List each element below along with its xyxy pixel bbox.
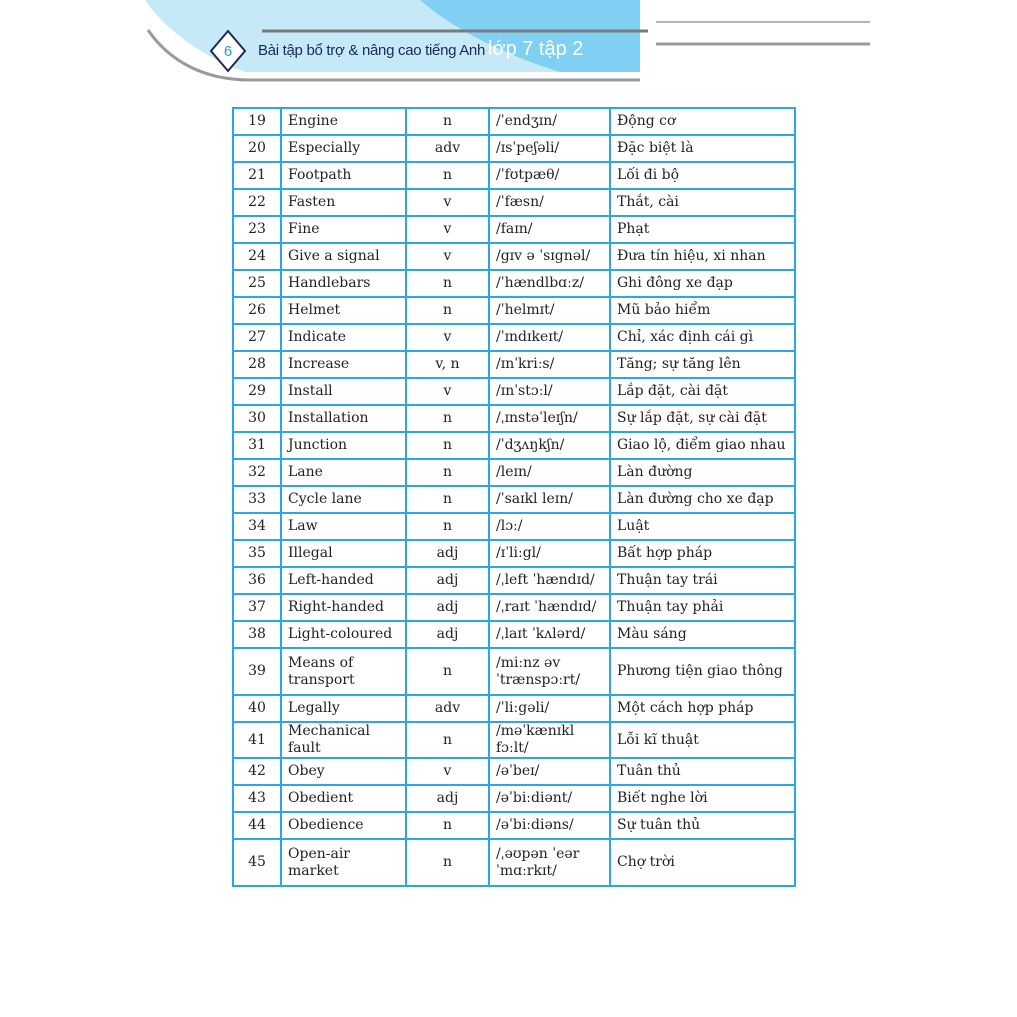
entry-meaning: Đưa tín hiệu, xi nhan	[610, 243, 795, 270]
entry-pronunciation: /əˈbiːdiənt/	[489, 785, 610, 812]
entry-meaning: Thuận tay phải	[610, 594, 795, 621]
entry-meaning: Thắt, cài	[610, 189, 795, 216]
entry-word: Helmet	[281, 297, 406, 324]
table-row	[233, 722, 795, 758]
entry-meaning: Lắp đặt, cài đặt	[610, 378, 795, 405]
entry-meaning: Động cơ	[610, 108, 795, 135]
entry-meaning: Màu sáng	[610, 621, 795, 648]
table-row	[233, 270, 795, 297]
entry-number: 25	[233, 270, 281, 297]
entry-word: Give a signal	[281, 243, 406, 270]
entry-number: 22	[233, 189, 281, 216]
entry-part-of-speech: n	[406, 270, 489, 297]
entry-word: Fine	[281, 216, 406, 243]
entry-word: Junction	[281, 432, 406, 459]
entry-word: Obedient	[281, 785, 406, 812]
entry-part-of-speech: n	[406, 812, 489, 839]
entry-part-of-speech: adj	[406, 540, 489, 567]
table-row	[233, 758, 795, 785]
entry-number: 26	[233, 297, 281, 324]
entry-meaning: Làn đường cho xe đạp	[610, 486, 795, 513]
entry-pronunciation: /ˈsaɪkl leɪn/	[489, 486, 610, 513]
entry-meaning: Mũ bảo hiểm	[610, 297, 795, 324]
entry-number: 42	[233, 758, 281, 785]
entry-word: Left-handed	[281, 567, 406, 594]
entry-number: 19	[233, 108, 281, 135]
entry-number: 20	[233, 135, 281, 162]
table-row	[233, 243, 795, 270]
entry-meaning: Làn đường	[610, 459, 795, 486]
entry-number: 40	[233, 695, 281, 722]
entry-pronunciation: /ˈfʊtpæθ/	[489, 162, 610, 189]
table-row	[233, 567, 795, 594]
entry-word: Illegal	[281, 540, 406, 567]
entry-number: 21	[233, 162, 281, 189]
entry-meaning: Tuân thủ	[610, 758, 795, 785]
table-row	[233, 108, 795, 135]
entry-pronunciation: /ɪnˈkriːs/	[489, 351, 610, 378]
entry-pronunciation: /ˌleft ˈhændɪd/	[489, 567, 610, 594]
entry-meaning: Phương tiện giao thông	[610, 648, 795, 695]
entry-part-of-speech: adj	[406, 785, 489, 812]
entry-number: 35	[233, 540, 281, 567]
table-row	[233, 594, 795, 621]
entry-number: 37	[233, 594, 281, 621]
entry-pronunciation: /ˈendʒɪn/	[489, 108, 610, 135]
entry-number: 41	[233, 722, 281, 758]
entry-part-of-speech: adj	[406, 594, 489, 621]
entry-pronunciation: /ɪˈliːgl/	[489, 540, 610, 567]
entry-word: Footpath	[281, 162, 406, 189]
book-title	[258, 38, 583, 61]
entry-pronunciation: /lɔː/	[489, 513, 610, 540]
entry-meaning: Biết nghe lời	[610, 785, 795, 812]
table-row	[233, 785, 795, 812]
entry-meaning: Sự tuân thủ	[610, 812, 795, 839]
entry-number: 43	[233, 785, 281, 812]
entry-pronunciation: /miːnz əv ˈtrænspɔːrt/	[489, 648, 610, 695]
page-number: 6	[223, 42, 233, 60]
entry-meaning: Chỉ, xác định cái gì	[610, 324, 795, 351]
entry-word: Handlebars	[281, 270, 406, 297]
entry-part-of-speech: n	[406, 839, 489, 886]
entry-part-of-speech: adj	[406, 567, 489, 594]
entry-meaning: Đặc biệt là	[610, 135, 795, 162]
entry-pronunciation: /ˈdʒʌŋkʃn/	[489, 432, 610, 459]
entry-meaning: Ghi đông xe đạp	[610, 270, 795, 297]
table-row	[233, 216, 795, 243]
entry-pronunciation: /ˈliːgəli/	[489, 695, 610, 722]
entry-part-of-speech: v, n	[406, 351, 489, 378]
entry-pronunciation: /ˌraɪt ˈhændɪd/	[489, 594, 610, 621]
entry-part-of-speech: v	[406, 324, 489, 351]
entry-number: 28	[233, 351, 281, 378]
table-row	[233, 621, 795, 648]
entry-pronunciation: /ˈhændlbɑːz/	[489, 270, 610, 297]
entry-pronunciation: /faɪn/	[489, 216, 610, 243]
entry-word: Mechanical fault	[281, 722, 406, 758]
entry-word: Installation	[281, 405, 406, 432]
entry-word: Light-coloured	[281, 621, 406, 648]
entry-part-of-speech: n	[406, 722, 489, 758]
table-row	[233, 432, 795, 459]
table-row	[233, 459, 795, 486]
table-row	[233, 648, 795, 695]
entry-pronunciation: /leɪn/	[489, 459, 610, 486]
entry-pronunciation: /məˈkænɪkl fɔːlt/	[489, 722, 610, 758]
entry-pronunciation: /əˈbiːdiəns/	[489, 812, 610, 839]
entry-word: Indicate	[281, 324, 406, 351]
entry-word: Means of transport	[281, 648, 406, 695]
page-header	[0, 0, 1017, 100]
entry-meaning: Tăng; sự tăng lên	[610, 351, 795, 378]
table-row	[233, 351, 795, 378]
entry-number: 32	[233, 459, 281, 486]
entry-part-of-speech: adv	[406, 135, 489, 162]
entry-pronunciation: /ˌəʊpən ˈeər ˈmɑːrkɪt/	[489, 839, 610, 886]
entry-word: Fasten	[281, 189, 406, 216]
entry-number: 39	[233, 648, 281, 695]
table-row	[233, 189, 795, 216]
entry-pronunciation: /ˈɪndɪkeɪt/	[489, 324, 610, 351]
entry-pronunciation: /ˌɪnstəˈleɪʃn/	[489, 405, 610, 432]
entry-word: Obedience	[281, 812, 406, 839]
entry-part-of-speech: v	[406, 758, 489, 785]
entry-word: Increase	[281, 351, 406, 378]
vocabulary-table	[232, 107, 796, 887]
entry-pronunciation: /əˈbeɪ/	[489, 758, 610, 785]
entry-pronunciation: /ɪsˈpeʃəli/	[489, 135, 610, 162]
entry-number: 45	[233, 839, 281, 886]
entry-number: 30	[233, 405, 281, 432]
entry-part-of-speech: n	[406, 513, 489, 540]
entry-part-of-speech: n	[406, 405, 489, 432]
entry-number: 33	[233, 486, 281, 513]
entry-part-of-speech: adj	[406, 621, 489, 648]
entry-number: 44	[233, 812, 281, 839]
entry-pronunciation: /ˈfæsn/	[489, 189, 610, 216]
entry-number: 27	[233, 324, 281, 351]
entry-meaning: Phạt	[610, 216, 795, 243]
entry-number: 23	[233, 216, 281, 243]
table-row	[233, 297, 795, 324]
entry-part-of-speech: n	[406, 459, 489, 486]
book-title-main: Bài tập bổ trợ & nâng cao tiếng Anh	[258, 42, 486, 59]
table-row	[233, 540, 795, 567]
entry-part-of-speech: n	[406, 108, 489, 135]
entry-pronunciation: /gɪv ə ˈsɪgnəl/	[489, 243, 610, 270]
entry-meaning: Luật	[610, 513, 795, 540]
vocabulary-table-body	[233, 108, 795, 886]
entry-part-of-speech: v	[406, 243, 489, 270]
entry-part-of-speech: v	[406, 378, 489, 405]
entry-part-of-speech: adv	[406, 695, 489, 722]
entry-meaning: Một cách hợp pháp	[610, 695, 795, 722]
entry-meaning: Thuận tay trái	[610, 567, 795, 594]
entry-part-of-speech: n	[406, 297, 489, 324]
entry-word: Engine	[281, 108, 406, 135]
table-row	[233, 812, 795, 839]
table-row	[233, 486, 795, 513]
table-row	[233, 135, 795, 162]
entry-word: Lane	[281, 459, 406, 486]
entry-word: Open-air market	[281, 839, 406, 886]
table-row	[233, 324, 795, 351]
entry-word: Obey	[281, 758, 406, 785]
entry-word: Law	[281, 513, 406, 540]
entry-pronunciation: /ɪnˈstɔːl/	[489, 378, 610, 405]
entry-meaning: Lối đi bộ	[610, 162, 795, 189]
table-row	[233, 695, 795, 722]
table-row	[233, 405, 795, 432]
entry-word: Especially	[281, 135, 406, 162]
entry-number: 31	[233, 432, 281, 459]
entry-pronunciation: /ˌlaɪt ˈkʌlərd/	[489, 621, 610, 648]
book-title-grade: lớp 7 tập 2	[488, 38, 584, 60]
entry-word: Install	[281, 378, 406, 405]
table-row	[233, 839, 795, 886]
entry-word: Legally	[281, 695, 406, 722]
entry-pronunciation: /ˈhelmɪt/	[489, 297, 610, 324]
entry-meaning: Chợ trời	[610, 839, 795, 886]
entry-part-of-speech: n	[406, 162, 489, 189]
entry-meaning: Lỗi kĩ thuật	[610, 722, 795, 758]
entry-part-of-speech: n	[406, 486, 489, 513]
entry-part-of-speech: v	[406, 189, 489, 216]
entry-number: 36	[233, 567, 281, 594]
entry-number: 29	[233, 378, 281, 405]
entry-meaning: Sự lắp đặt, sự cài đặt	[610, 405, 795, 432]
entry-part-of-speech: n	[406, 432, 489, 459]
entry-word: Right-handed	[281, 594, 406, 621]
entry-part-of-speech: n	[406, 648, 489, 695]
entry-number: 34	[233, 513, 281, 540]
entry-meaning: Bất hợp pháp	[610, 540, 795, 567]
table-row	[233, 513, 795, 540]
entry-meaning: Giao lộ, điểm giao nhau	[610, 432, 795, 459]
entry-part-of-speech: v	[406, 216, 489, 243]
entry-number: 38	[233, 621, 281, 648]
table-row	[233, 162, 795, 189]
entry-word: Cycle lane	[281, 486, 406, 513]
entry-number: 24	[233, 243, 281, 270]
table-row	[233, 378, 795, 405]
